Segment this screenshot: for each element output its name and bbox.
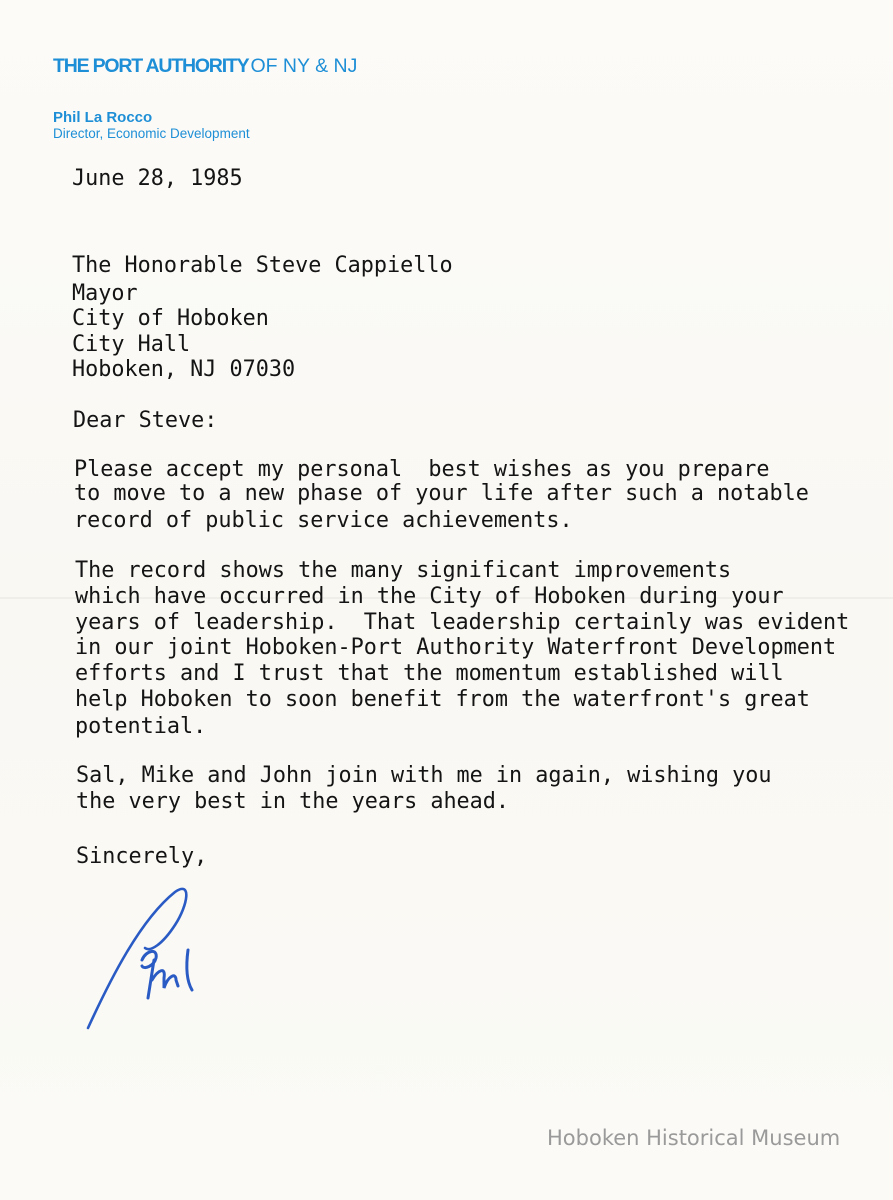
body-line: in our joint Hoboken-Port Authority Waterfront Development — [75, 635, 837, 660]
body-line: years of leadership. That leadership certainly was evident — [75, 610, 850, 635]
body-line: which have occurred in the City of Hoboken during your — [75, 584, 784, 609]
sender-title: Director, Economic Development — [53, 126, 250, 141]
logo-outline: OF NY & NJ — [250, 55, 358, 77]
signature — [80, 880, 220, 1040]
body-line: The record shows the many significant improvements — [75, 558, 732, 583]
closing: Sincerely, — [76, 844, 208, 869]
body-line: Please accept my personal best wishes as you prepare — [74, 457, 770, 482]
body-line: record of public service achievements. — [74, 508, 573, 533]
body-line: Sal, Mike and John join with me in again, wishing you — [76, 763, 772, 788]
recipient-line: City of Hoboken — [72, 306, 269, 331]
recipient-line: Hoboken, NJ 07030 — [72, 357, 296, 382]
letterhead-logo — [53, 55, 357, 78]
letter-date: June 28, 1985 — [72, 166, 243, 191]
body-line: potential. — [75, 714, 207, 739]
body-line: the very best in the years ahead. — [76, 789, 510, 814]
watermark: Hoboken Historical Museum — [547, 1126, 841, 1150]
body-line: to move to a new phase of your life after such a notable — [74, 481, 809, 506]
salutation: Dear Steve: — [73, 408, 218, 433]
recipient-line: The Honorable Steve Cappiello — [72, 253, 453, 278]
body-line: help Hoboken to soon benefit from the waterfront's great — [75, 687, 810, 712]
logo-bold: THE PORT AUTHORITY — [53, 55, 249, 77]
recipient-line: Mayor — [72, 281, 138, 306]
sender-name: Phil La Rocco — [53, 109, 153, 126]
body-line: efforts and I trust that the momentum established will — [75, 661, 784, 686]
recipient-line: City Hall — [72, 332, 191, 357]
